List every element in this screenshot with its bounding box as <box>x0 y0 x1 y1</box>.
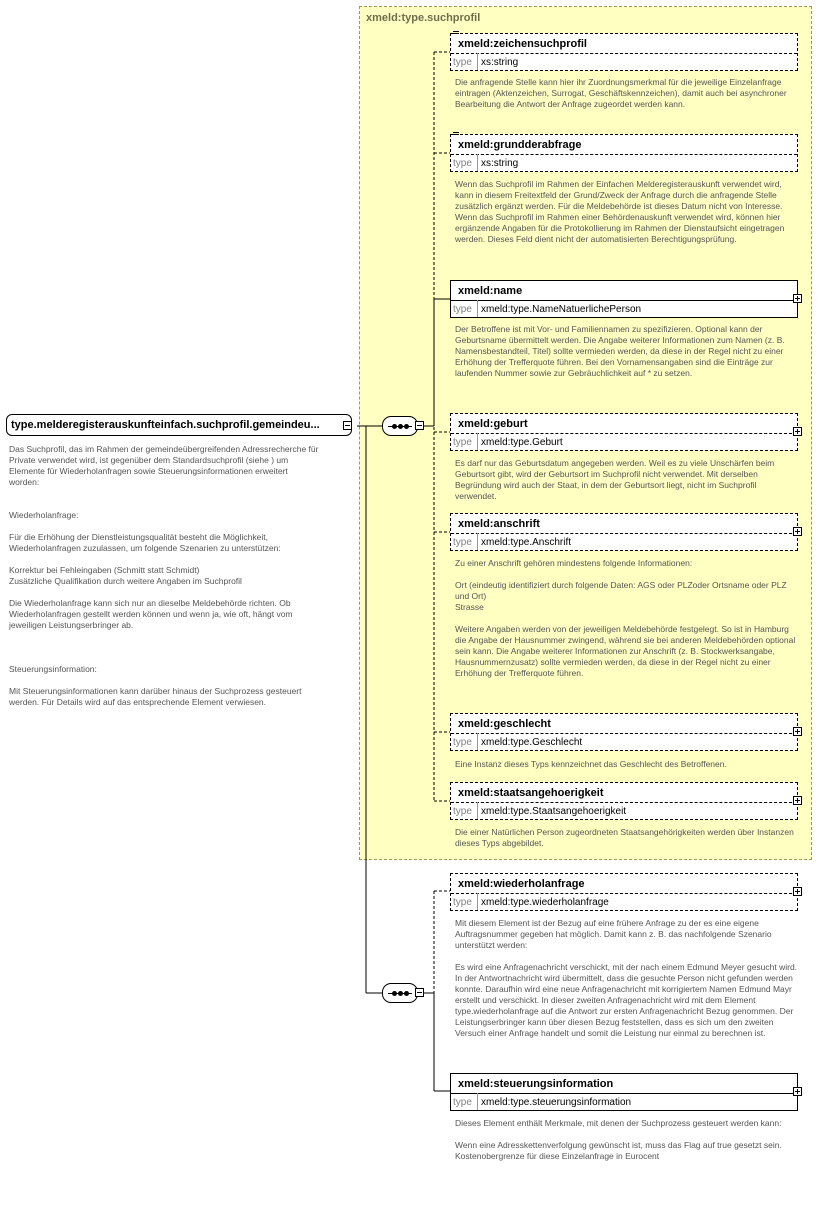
element-name: xmeld:name <box>458 285 523 297</box>
element-anschrift[interactable] <box>450 513 798 551</box>
element-type: xmeld:type.Anschrift <box>481 537 572 548</box>
type-label: type <box>453 537 472 548</box>
element-documentation: Die anfragende Stelle kann hier ihr Zuordnungsmerkmal für die jeweilige Einzelanfrage eintragen (Aktenzeichen, Surrogat, Geschäftskennzeichen), damit auch bei asynchroner Bearbeitung die Antwort der Anfrage zugeordet werden kann. <box>455 77 787 109</box>
element-wiederholanfrage[interactable] <box>450 873 798 911</box>
element-name: xmeld:steuerungsinformation <box>458 1078 614 1090</box>
element-name: xmeld:geschlecht <box>458 718 551 730</box>
expand-icon[interactable] <box>793 294 802 303</box>
element-documentation: Eine Instanz dieses Typs kennzeichnet das Geschlecht des Betroffenen. <box>455 759 727 769</box>
element-name: xmeld:anschrift <box>458 518 540 530</box>
element-type: xs:string <box>481 57 519 68</box>
group-title: xmeld:type.suchprofil <box>366 12 481 24</box>
expand-icon[interactable] <box>793 887 802 896</box>
type-label: type <box>453 897 472 908</box>
expand-icon[interactable] <box>793 727 802 736</box>
type-label: type <box>453 304 472 315</box>
element-staatsangehoerigkeit[interactable] <box>450 782 798 820</box>
element-documentation: Zu einer Anschrift gehören mindestens folgende Informationen: Ort (eindeutig identifiziert durch folgende Daten: AGS oder PLZoder Ortsname oder PLZ und Ort) Strasse Weitere Angaben werden von der jeweiligen Meldebehörde festgelegt. So ist in Hamburg die Angabe der Hausnummer zwingend, während sie bei anderen Meldebehörden optional sein kann. Die Angabe weiterer Informationen zur Anschrift (z. B. Stockwerksangabe, Hausnummernzusatz) sollte vermieden werden, da diese in der Regel nicht zu einer Erhöhung der Trefferquote führen. <box>455 558 796 678</box>
element-geschlecht[interactable] <box>450 713 798 751</box>
element-type: xmeld:type.wiederholanfrage <box>481 897 609 908</box>
root-documentation: Das Suchprofil, das im Rahmen der gemeindeübergreifenden Adressrecherche für Private verwendet wird, ist gegenüber dem Standardsuchprofil (siehe ) um Elemente für Wiederholanfragen sowie Steuerungsinformationen erweitert worden: Wiederholanfrage: Für die Erhöhung der Dienstleistungsqualität besteht die Möglichkeit, Wiederholanfragen zuzulassen, um folgende Szenarien zu unterstützen: Korrektur bei Fehleingaben (Schmitt statt Schmidt) Zusätzliche Qualifikation durch weitere Angaben im Suchprofil Die Wiederholanfrage kann sich nur an dieselbe Meldebehörde richten. Ob Wiederholanfragen gestellt werden können und wenn ja, wie oft, hängt vom jeweiligen Leistungserbringer ab. Steuerungsinformation: Mit Steuerungsinformationen kann darüber hinaus der Suchprozess gesteuert werden. Für Details wird auf das entsprechende Element verwiesen. <box>9 444 319 707</box>
element-name: xmeld:zeichensuchprofil <box>458 38 587 50</box>
element-type: xmeld:type.Geschlecht <box>481 737 583 748</box>
element-documentation: Der Betroffene ist mit Vor- und Familiennamen zu spezifizieren. Optional kann der Geburtsname übermittelt werden. Die Angabe weiterer Informationen zum Namen (z. B. Namensbestandteil, Titel) sollte vermieden werden, da diese in der Regel nicht zu einer Erhöhung der Trefferquote führen. Bei den Vornamensangaben sind die Einträge zur laufenden Nummer sowie zur Gebräuchlichkeit auf * zu setzen. <box>455 324 785 378</box>
element-zeichensuchprofil[interactable] <box>450 33 798 71</box>
expand-icon[interactable] <box>793 796 802 805</box>
element-name: xmeld:grundderabfrage <box>458 139 582 151</box>
sequence-compositor-icon <box>382 416 418 436</box>
root-type-name: type.melderegisterauskunfteinfach.suchprofil.gemeindeu... <box>11 419 320 431</box>
type-label: type <box>453 737 472 748</box>
element-steuerungsinformation[interactable] <box>450 1073 798 1111</box>
sequence-collapse-icon[interactable] <box>415 421 424 430</box>
element-documentation: Mit diesem Element ist der Bezug auf eine frühere Anfrage zu der es eine eigene Auftragsnummer gegeben hat möglich. Damit kann z. B. das nachfolgende Szenario unterstützt werden: Es wird eine Anfragenachricht verschickt, mit der nach einem Edmund Meyer gesucht wird. In der Antwortnachricht wird übermittelt, dass die gesuchte Person nicht gefunden werden konnte. Daraufhin wird eine neue Anfragenachricht mit korrigiertem Namen Edmund Mayr erstellt und verschickt. In dieser zweiten Anfragenachricht wird mit dem Element type.wiederholanfrage auf die Antwort zur ersten Anfragenachricht Bezug genommen. Der Leistungserbringer kann über diesen Bezug feststellen, dass es sich um den zweiten Versuch einer Anfrage handelt und somit die Leistung nur einmal zu berechnen ist. <box>455 918 798 1038</box>
type-label: type <box>453 806 472 817</box>
type-label: type <box>453 437 472 448</box>
element-geburt[interactable] <box>450 413 798 451</box>
element-documentation: Wenn das Suchprofil im Rahmen der Einfachen Melderegisterauskunft verwendet wird, kann in diesem Freitextfeld der Grund/Zweck der Anfrage durch die anfragende Stelle zusätzlich ergänzt werden. Für die Meldebehörde ist dieses Datum nicht von Interesse. Wenn das Suchprofil im Rahmen einer Behördenauskunft verwendet wird, können hier ergänzende Angaben für die Protokollierung im Rahmen der Dienstaufsicht eingetragen werden. Dieses Feld dient nicht der automatisierten Berechtigungsprüfung. <box>455 179 785 244</box>
element-documentation: Die einer Natürlichen Person zugeordneten Staatsangehörigkeiten werden über Instanzen dieses Typs abgebildet. <box>455 827 794 848</box>
expand-icon[interactable] <box>793 1087 802 1096</box>
element-type: xmeld:type.Staatsangehoerigkeit <box>481 806 627 817</box>
type-label: type <box>453 158 472 169</box>
root-complex-type[interactable] <box>6 414 352 436</box>
element-name-node[interactable] <box>450 280 798 318</box>
sequence-compositor-icon <box>382 983 418 1003</box>
element-type: xmeld:type.NameNatuerlichePerson <box>481 304 642 315</box>
element-grundderabfrage[interactable] <box>450 134 798 172</box>
root-collapse-icon[interactable] <box>343 421 352 430</box>
element-type: xmeld:type.steuerungsinformation <box>481 1097 632 1108</box>
element-documentation: Dieses Element enthält Merkmale, mit denen der Suchprozess gesteuert werden kann: Wenn eine Adresskettenverfolgung gewünscht ist, muss das Flag auf true gesetzt sein. Kostenobergrenze für diese Einzelanfrage in Eurocent <box>455 1118 782 1161</box>
element-name: xmeld:staatsangehoerigkeit <box>458 787 604 799</box>
expand-icon[interactable] <box>793 527 802 536</box>
expand-icon[interactable] <box>793 427 802 436</box>
element-type: xs:string <box>481 158 519 169</box>
element-name: xmeld:geburt <box>458 418 528 430</box>
element-documentation: Es darf nur das Geburtsdatum angegeben werden. Weil es zu viele Unschärfen beim Geburtsort gibt, wird der Geburtsort im Suchprofil nicht verwendet. Mit derselben Begründung wird auch der Staat, in dem der Geburtsort liegt, nicht im Suchprofil verwendet. <box>455 458 775 501</box>
simple-content-icon <box>453 132 459 138</box>
element-type: xmeld:type.Geburt <box>481 437 563 448</box>
simple-content-icon <box>453 31 459 37</box>
type-label: type <box>453 57 472 68</box>
element-name: xmeld:wiederholanfrage <box>458 878 585 890</box>
sequence-collapse-icon[interactable] <box>415 988 424 997</box>
type-label: type <box>453 1097 472 1108</box>
